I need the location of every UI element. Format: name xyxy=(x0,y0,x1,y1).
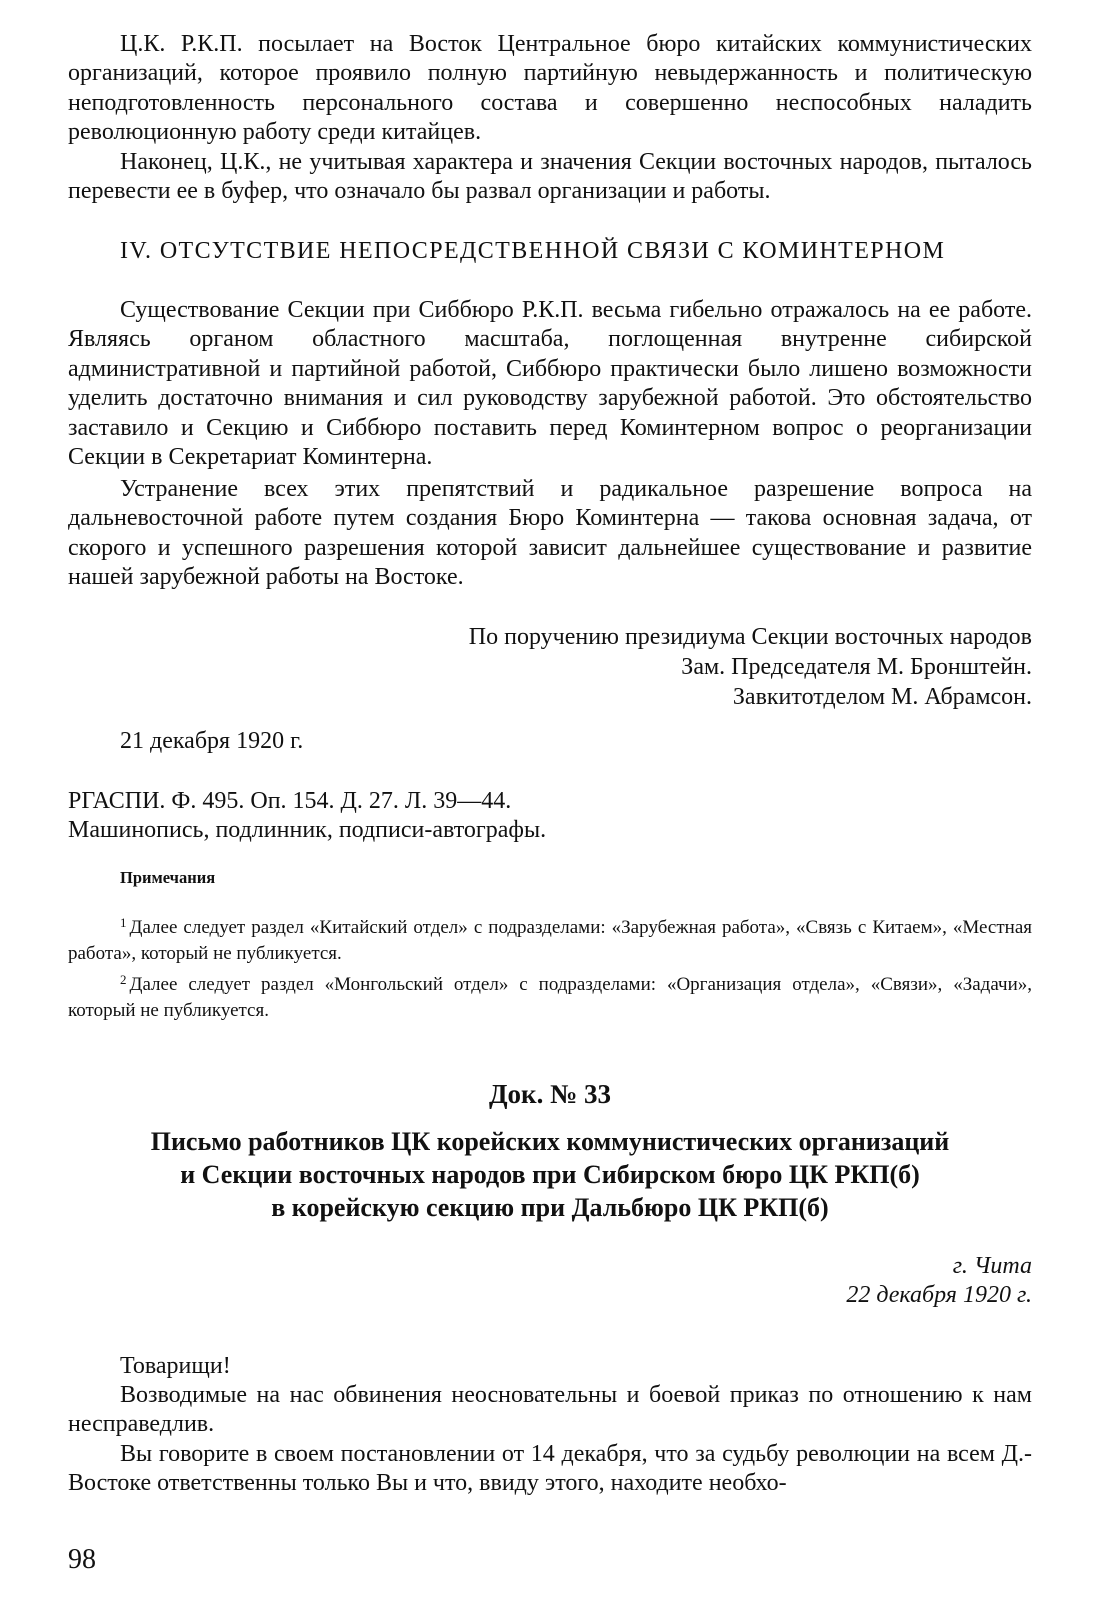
paragraph-central-bureau: Ц.К. Р.К.П. посылает на Восток Центральное бюро китайских коммунистических организаций, которое проявило полную партийную невыдержанность и политическую неподготовленность персонального состава и совершенно неспособных наладить революционную работу среди китайцев. xyxy=(68,31,1032,146)
paragraph-resolution: Вы говорите в своем постановлении от 14 декабря, что за судьбу революции на всем Д.-Востоке ответственны только Вы и что, ввиду этого, находите необхо- xyxy=(68,1441,1032,1497)
document-place: г. Чита xyxy=(952,1253,1032,1279)
footnote-2-mark: 2 xyxy=(120,972,127,987)
document-title-line-2: и Секции восточных народов при Сибирском бюро ЦК РКП(б) xyxy=(180,1160,920,1189)
footnote-1-mark: 1 xyxy=(120,915,127,930)
footnote-2 xyxy=(68,967,1032,1024)
paragraph-buffer: Наконец, Ц.К., не учитывая характера и значения Секции восточных народов, пыталось перевести ее в буфер, что означало бы развал организации и работы. xyxy=(68,149,1032,205)
footnote-1-text: Далее следует раздел «Китайский отдел» с подразделами: «Зарубежная работа», «Связь с Китаем», «Местная работа», который не публикуется. xyxy=(68,917,1032,964)
document-title-line-3: в корейскую секцию при Дальбюро ЦК РКП(б) xyxy=(271,1193,829,1222)
archive-description: Машинопись, подлинник, подписи-автографы. xyxy=(68,817,547,843)
section-heading-iv: IV. ОТСУТСТВИЕ НЕПОСРЕДСТВЕННОЙ СВЯЗИ С КОМИНТЕРНОМ xyxy=(120,238,946,264)
paragraph-sibburo: Существование Секции при Сиббюро Р.К.П. весьма гибельно отражалось на ее работе. Являясь органом областного масштаба, поглощенная внутренне сибирской административной и партийной работой, Сиббюро практически было лишено возможности уделить достаточно внимания и сил руководству зарубежной работой. Это обстоятельство заставило и Секцию и Сиббюро поставить перед Коминтерном вопрос о реорганизации Секции в Секретариат Коминтерна. xyxy=(68,297,1032,471)
document-title xyxy=(68,1125,1032,1224)
notes-title: Примечания xyxy=(120,868,216,887)
page-number: 98 xyxy=(68,1544,96,1575)
paragraph-comintern-bureau: Устранение всех этих препятствий и радикальное разрешение вопроса на дальневосточной работе путем создания Бюро Коминтерна — такова основная задача, от скорого и успешного разрешения которой зависит дальнейшее существование и развитие нашей зарубежной работы на Востоке. xyxy=(68,476,1032,591)
signature-line-3: Завкитотделом М. Абрамсон. xyxy=(732,684,1032,710)
footnote-1 xyxy=(68,910,1032,967)
paragraph-accusations: Возводимые на нас обвинения неосновательны и боевой приказ по отношению к нам несправедлив. xyxy=(68,1382,1032,1438)
document-date: 21 декабря 1920 г. xyxy=(120,728,304,754)
greeting: Товарищи! xyxy=(120,1353,231,1379)
document-title-line-1: Письмо работников ЦК корейских коммунистических организаций xyxy=(150,1127,950,1156)
document-place-date: 22 декабря 1920 г. xyxy=(846,1282,1032,1308)
document-number: Док. № 33 xyxy=(488,1079,611,1109)
signature-line-1: По поручению президиума Секции восточных народов xyxy=(468,624,1032,650)
signature-line-2: Зам. Председателя М. Бронштейн. xyxy=(681,654,1032,680)
footnote-2-text: Далее следует раздел «Монгольский отдел» с подразделами: «Организация отдела», «Связи», «Задачи», который не публикуется. xyxy=(68,974,1032,1021)
archive-reference: РГАСПИ. Ф. 495. Оп. 154. Д. 27. Л. 39—44. xyxy=(68,788,512,814)
